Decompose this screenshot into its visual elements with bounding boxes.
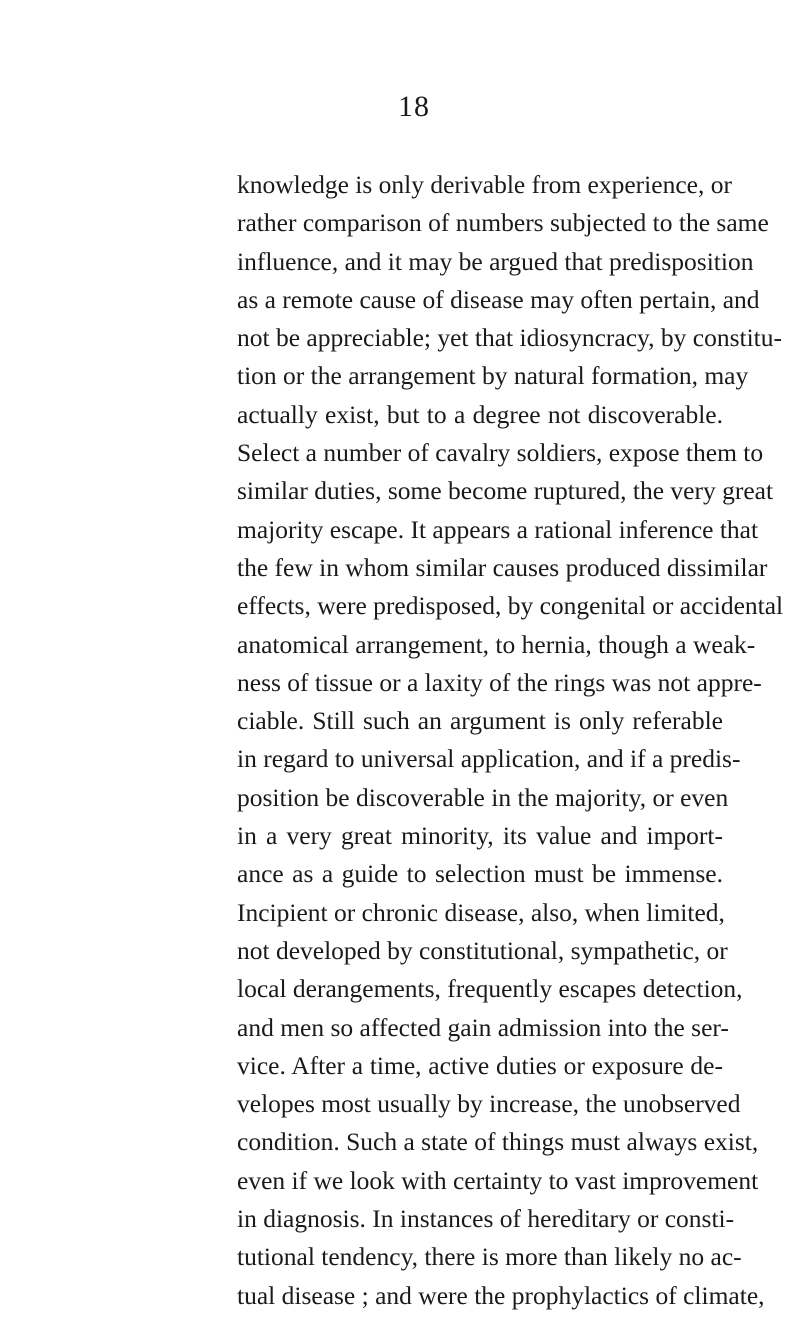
text-line: Incipient or chronic disease, also, when limited, xyxy=(237,897,725,927)
text-line: condition. Such a state of things must always exist, xyxy=(237,1127,759,1157)
text-line: not be appreciable; yet that idiosyncracy, by constitu- xyxy=(237,323,783,353)
text-line: effects, were predisposed, by congenital or accidental xyxy=(237,591,784,621)
text-line: ance as a guide to selection must be immense. xyxy=(237,859,723,889)
text-line: local derangements, frequently escapes detection, xyxy=(237,974,743,1004)
text-line: anatomical arrangement, to hernia, though a weak- xyxy=(237,629,756,659)
text-line: tual disease ; and were the prophylactics of climate, xyxy=(237,1280,765,1310)
text-line: as a remote cause of disease may often pertain, and xyxy=(237,284,760,314)
text-line: ness of tissue or a laxity of the rings was not appre- xyxy=(237,667,762,697)
text-line: the few in whom similar causes produced dissimilar xyxy=(237,552,768,582)
text-line: and men so affected gain admission into the ser- xyxy=(237,1012,729,1042)
text-line: position be discoverable in the majority, or even xyxy=(237,782,729,812)
text-line: tion or the arrangement by natural formation, may xyxy=(237,361,749,391)
text-line: knowledge is only derivable from experience, or xyxy=(237,170,732,199)
text-line: not developed by constitutional, sympathetic, or xyxy=(237,935,728,965)
text-line: tutional tendency, there is more than likely no ac- xyxy=(237,1242,742,1272)
text-line: in a very great minority, its value and import- xyxy=(237,821,723,851)
text-line: ciable. Still such an argument is only referable xyxy=(237,706,723,736)
text-line: influence, and it may be argued that predisposition xyxy=(237,246,754,276)
text-line: vice. After a time, active duties or exposure de- xyxy=(237,1050,723,1080)
text-line: majority escape. It appears a rational inference that xyxy=(237,514,759,544)
text-line: Select a number of cavalry soldiers, expose them to xyxy=(237,438,764,468)
text-line: velopes most usually by increase, the unobserved xyxy=(237,1089,741,1119)
text-line: rather comparison of numbers subjected to the same xyxy=(237,208,769,238)
page-number: 18 xyxy=(398,90,430,123)
body-text xyxy=(237,166,784,1315)
text-line: even if we look with certainty to vast improvement xyxy=(237,1165,759,1195)
text-line: similar duties, some become ruptured, the very great xyxy=(237,476,774,506)
text-line: actually exist, but to a degree not discoverable. xyxy=(237,399,723,429)
text-line: in diagnosis. In instances of hereditary or consti- xyxy=(237,1204,735,1234)
text-line: in regard to universal application, and if a predis- xyxy=(237,744,741,774)
